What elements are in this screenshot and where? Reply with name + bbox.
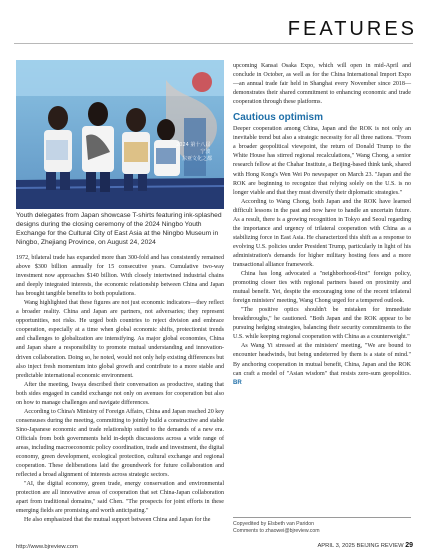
- credits-divider: [233, 517, 411, 518]
- paragraph: After the meeting, Iwaya described their conversation as productive, stating that both sides engaged in candid exchange not only on avenues for cooperation but also on how to manage challenges and navigate differences.: [16, 381, 224, 406]
- footer-website: http://www.bjreview.com: [16, 544, 78, 550]
- credits: [233, 521, 411, 535]
- paragraph: As Wang Yi stressed at the ministers' meeting, "We are bound to encounter headwinds, but being undeterred by them is a state of mind." By anchoring cooperation in mutual benefit, China, Japan and the ROK can craft a model of "Asian wisdom" that resists zero-sum geopolitics.: [233, 343, 411, 377]
- left-column: [16, 254, 224, 525]
- comments-contact: Comments to zhaowei@bjreview.com: [233, 528, 320, 535]
- paragraph: China has long advocated a "neighborhood-first" foreign policy, promoting closer ties with regional partners based on proximity and mutual benefit. Yet, despite the encouraging tone of the recent trilateral foreign ministers' meeting, Wang Chong urged for a tempered outlook.: [233, 271, 411, 305]
- section-title: FEATURES: [287, 18, 417, 40]
- end-mark: BR: [233, 379, 242, 386]
- copyedit-credit: Copyedited by Elsbeth van Paridon: [233, 521, 315, 527]
- feature-photo: [16, 60, 224, 209]
- right-column: [233, 62, 411, 388]
- svg-text:2024 第十八届 宁波 东亚文化之: 2024 第十八届 宁波 东亚文化之都: [176, 142, 212, 162]
- paragraph: 1972, bilateral trade has expanded more than 300-fold and has consistently remained above $300 billion annually for 15 consecutive years. Cumulative two-way investment now approaches $140 billion. With closely intertwined industrial chains and deeply integrated interests, the economic relationship between China and Japan has brought tangible benefits to both populations.: [16, 255, 224, 298]
- footer-issue: [317, 542, 413, 549]
- paragraph: He also emphasized that the mutual support between China and Japan for the: [24, 517, 211, 524]
- page-number: 29: [405, 542, 413, 549]
- paragraph: According to China's Ministry of Foreign Affairs, China and Japan reached 20 key consensuses during the meeting, committing to jointly build a constructive and stable Sino-Japanese economic and trade relationship suited to the demands of a new era. Officials from both governments held in-depth discussions across a wide range of areas, including macroeconomic policy coordination, trade and investment, the digital economy, green development, ecological protection, cultural exchange and regional cooperation. These deliberations laid the groundwork for future collaboration and reflected a broad alignment of interests across strategic sectors.: [16, 408, 224, 479]
- paragraph: upcoming Kansai Osaka Expo, which will open in mid-April and conclude in October, as well as for the China International Import Expo—an annual trade fair held in Shanghai every November since 2018—demonstrates their shared commitment to enhancing economic and trade cooperation through these platforms.: [233, 63, 411, 106]
- paragraph: Deeper cooperation among China, Japan and the ROK is not only an inevitable trend but also a strategic necessity for all three nations. "From a broader geopolitical viewpoint, the return of Donald Trump to the White House has stirred regional recalculations," Wang Chong, a senior research fellow at the Chahar Institute, a Beijing-based think tank, shared with Hong Kong's Wen Wei Po newspaper on March 23. "Japan and the ROK are beginning to recognize that relying solely on the U.S. is no longer viable and that they must diversify their diplomatic strategies.": [233, 126, 411, 196]
- issue-label: APRIL 3, 2025 BEIJING REVIEW: [317, 543, 404, 549]
- photo-caption: Youth delegates from Japan showcase T-shirts featuring ink-splashed designs during the closing ceremony of the 2024 Ningbo Youth Exchange for the Cultural City of East Asia at the Ningbo Museum in Ningbo, Zhejiang Province, on August 24, 2024: [16, 212, 222, 247]
- paragraph: "The positive optics shouldn't be mistaken for immediate breakthroughs," he cautioned. "Both Japan and the ROK appear to be pursuing hedging strategies, balancing their security commitments to the U.S. while keeping regional cooperation with China as a counterweight.": [233, 307, 411, 341]
- header-divider: [14, 43, 413, 44]
- backdrop-text: 2024 第十八届: [176, 142, 211, 148]
- section-subheading: Cautious optimism: [233, 112, 324, 124]
- paragraph: According to Wang Chong, both Japan and the ROK have learned difficult lessons in the past and now have to handle an uncertain future. As a result, there is a growing recognition in Tokyo and Seoul regarding the importance and urgency of trilateral cooperation with China as a stabilizing force in East Asia. He characterized this shift as a response to evolving U.S. policies under President Trump, particularly in light of his administration's demands for higher military hosting fees and a more transactional alliance framework.: [233, 198, 411, 268]
- paragraph: "AI, the digital economy, green trade, energy conservation and environmental protection are all innovative areas of cooperation that set China-Japan collaboration apart from traditional domains," said Chen. "The prospects for joint efforts in these emerging fields are promising and worth anticipating.": [16, 481, 224, 515]
- paragraph: Wang highlighted that these figures are not just economic indicators—they reflect a broader reality. China and Japan are partners, not adversaries; they represent opportunities, not risks. He urged both countries to reject division and embrace cooperation, especially at a time when global economic shifts, protectionist trends and challenges to globalization are intensifying. As major global economies, China and Japan share a responsibility to promote mutual understanding and innovation-driven collaboration. Doing so, he noted, would not only help existing differences but also inject fresh momentum into global growth and contribute to a more stable and predictable international economic environment.: [16, 300, 224, 379]
